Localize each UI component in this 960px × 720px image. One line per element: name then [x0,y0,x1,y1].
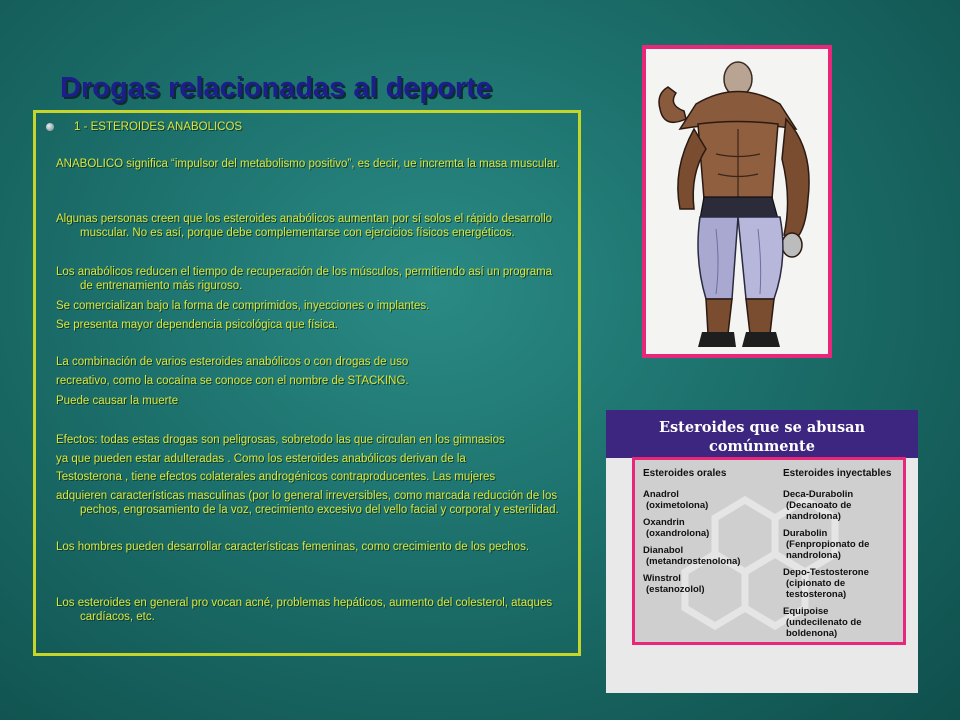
paragraph-block [46,470,566,484]
drug-name: Dianabol [643,545,684,556]
drug-name: Winstrol [643,573,681,584]
drug-compound: (Decanoato de nandrolona) [786,500,852,522]
drug-compound: (oxandrolona) [646,528,710,539]
paragraph: Algunas personas creen que los esteroides anabólicos aumentan por sí solos el rápido desarrollo muscular. No es así, porque debe complementarse con ejercicios físicos energéticos. [56,213,553,239]
list-item [783,489,901,522]
section-heading-row [46,121,242,133]
paragraph: ya que pueden estar adulteradas . Como los esteroides anabólicos derivan de la [56,453,466,465]
drug-compound: (oximetolona) [646,500,709,511]
oral-column [643,468,763,601]
paragraph: Se comercializan bajo la forma de comprimidos, inyecciones o implantes. [56,300,430,312]
bullet-icon [46,123,54,131]
paragraph: Los anabólicos reducen el tiempo de recuperación de los músculos, permitiendo así un programa de entrenamiento más riguroso. [56,266,553,292]
drug-compound: (metandrostenolona) [646,556,741,567]
paragraph-block [46,212,566,240]
content-box [33,110,581,656]
paragraph: Puede causar la muerte [56,395,179,407]
paragraph-block [46,355,566,369]
paragraph: La combinación de varios esteroides anabólicos o con drogas de uso [56,356,409,368]
paragraph: ANABOLICO significa “impulsor del metabolismo positivo”, es decir, ue incremta la masa muscular. [56,158,560,170]
list-item [783,528,901,561]
drug-name: Deca-Durabolin [783,489,854,500]
list-item [643,517,763,539]
list-item [643,545,763,567]
panel-header: Esteroides que se abusan comúnmente [606,410,918,458]
drug-compound: (estanozolol) [646,584,705,595]
paragraph: Testosterona , tiene efectos colaterales androgénicos contraproducentes. Las mujeres [56,471,496,483]
paragraph-block [46,596,566,624]
paragraph-block [46,318,566,332]
paragraph: Se presenta mayor dependencia psicológica que física. [56,319,338,331]
paragraph-block [46,265,566,293]
paragraph-block [46,489,566,517]
injectable-heading: Esteroides inyectables [783,468,892,479]
drug-compound: (undecilenato de boldenona) [786,617,862,639]
list-item [783,567,901,600]
steroid-table [632,457,906,645]
paragraph-block [46,540,566,554]
drug-name: Equipoise [783,606,829,617]
paragraph: Los hombres pueden desarrollar características femeninas, como crecimiento de los pechos. [56,541,530,553]
list-item [643,573,763,595]
drug-name: Anadrol [643,489,679,500]
paragraph: Los esteroides en general pro vocan acné, problemas hepáticos, aumento del colesterol, ataques cardíacos, etc. [56,597,553,623]
bodybuilder-image [642,45,832,358]
drug-compound: (cipionato de testosterona) [786,578,847,600]
paragraph: Efectos: todas estas drogas son peligrosas, sobretodo las que circulan en los gimnasios [56,434,505,446]
paragraph-block [46,433,566,447]
list-item [643,489,763,511]
paragraph-block [46,299,566,313]
paragraph-block [46,394,566,408]
paragraph: recreativo, como la cocaína se conoce con el nombre de STACKING. [56,375,409,387]
oral-heading: Esteroides orales [643,468,727,479]
paragraph-block [46,157,566,171]
paragraph-block [46,374,566,388]
injectable-column [783,468,901,645]
paragraph: adquieren características masculinas (por lo general irreversibles, como marcada reducción de los pechos, engrosamiento de la voz, crecimiento excesivo del vello facial y corporal y esterilidad. [56,490,559,516]
bodybuilder-illustration [646,49,828,354]
drug-name: Durabolin [783,528,828,539]
drug-name: Oxandrin [643,517,685,528]
slide-title: Drogas relacionadas al deporte [60,72,492,104]
section-heading: 1 - ESTEROIDES ANABOLICOS [74,121,243,133]
list-item [783,606,901,639]
steroid-panel [606,410,918,693]
paragraph-block [46,452,566,466]
drug-name: Depo-Testosterone [783,567,869,578]
drug-compound: (Fenpropionato de nandrolona) [786,539,870,561]
